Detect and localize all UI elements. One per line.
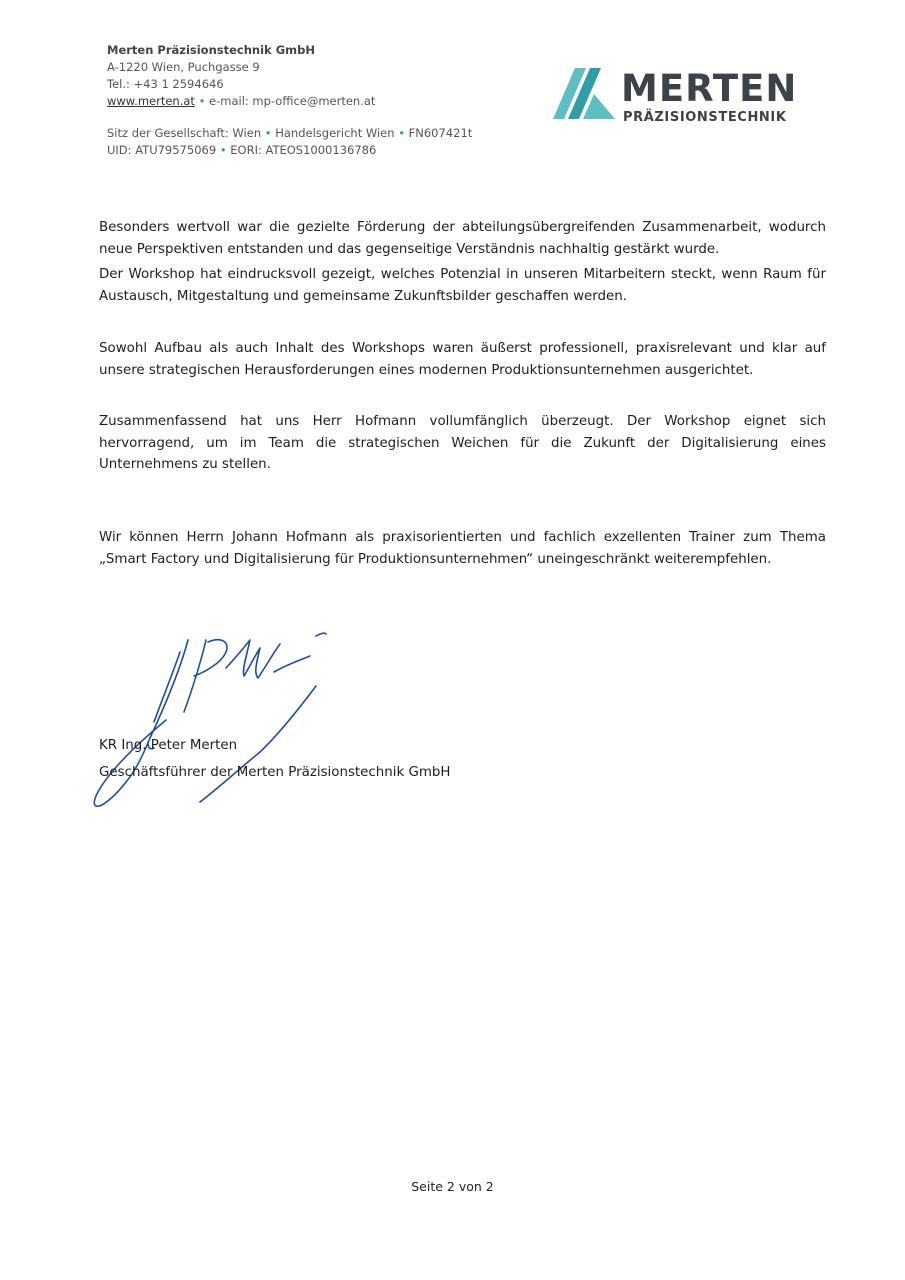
commercial-court: Handelsgericht Wien [275, 126, 395, 140]
contact-line [107, 93, 527, 110]
company-phone: Tel.: +43 1 2594646 [107, 77, 224, 91]
separator-dot: • [198, 94, 206, 108]
signatory-title: Geschäftsführer der Merten Präzisionstechnik GmbH [99, 765, 451, 780]
logo-wordmark: MERTEN [621, 67, 798, 110]
registration-line [107, 125, 527, 142]
body-paragraph: Besonders wertvoll war die gezielte Förderung der abteilungsübergreifenden Zusammenarbeit, wodurch neue Perspektiven entstanden und das gegenseitige Verständnis nachhaltig gestärkt wurde. [99, 220, 826, 257]
body-paragraph: Sowohl Aufbau als auch Inhalt des Workshops waren äußerst professionell, praxisrelevant und klar auf unsere strategischen Herausforderungen eines modernen Produktionsunternehmen ausgerichtet. [99, 341, 826, 378]
company-seat: Sitz der Gesellschaft: Wien [107, 126, 262, 140]
company-address: A-1220 Wien, Puchgasse 9 [107, 60, 260, 74]
company-name: Merten Präzisionstechnik GmbH [107, 43, 315, 57]
body-paragraph: Wir können Herrn Johann Hofmann als praxisorientierten und fachlich exzellenten Trainer zum Thema „Smart Factory und Digitalisierung für Produktionsunternehmen“ uneingeschränkt weiterempfehlen. [99, 530, 826, 567]
handwritten-signature [88, 630, 338, 815]
tax-line [107, 142, 527, 159]
eori-number: EORI: ATEOS1000136786 [230, 143, 377, 157]
logo-subtitle: PRÄZISIONSTECHNIK [623, 110, 787, 125]
body-paragraph: Der Workshop hat eindrucksvoll gezeigt, welches Potenzial in unseren Mitarbeitern steckt, wenn Raum für Austausch, Mitgestaltung und gemeinsame Zukunftsbilder geschaffen werden. [99, 267, 826, 304]
signatory-name: KR Ing. Peter Merten [99, 738, 238, 753]
registry-number: FN607421t [408, 126, 473, 140]
merten-logo [553, 66, 803, 130]
separator-dot: • [219, 143, 227, 157]
letterhead-address [107, 42, 527, 159]
email-link[interactable]: e-mail: mp-office@merten.at [209, 94, 376, 108]
separator-dot: • [398, 126, 405, 140]
separator-dot: • [264, 126, 272, 140]
website-link[interactable]: www.merten.at [107, 94, 195, 108]
page-number: Seite 2 von 2 [411, 1179, 494, 1194]
body-paragraph: Zusammenfassend hat uns Herr Hofmann vollumfänglich überzeugt. Der Workshop eignet sich hervorragend, um im Team die strategischen Weichen für die Zukunft der Digitalisierung eines Unternehmens zu stellen. [99, 414, 826, 472]
logo-mark-icon [553, 66, 615, 120]
uid-number: UID: ATU79575069 [107, 143, 217, 157]
